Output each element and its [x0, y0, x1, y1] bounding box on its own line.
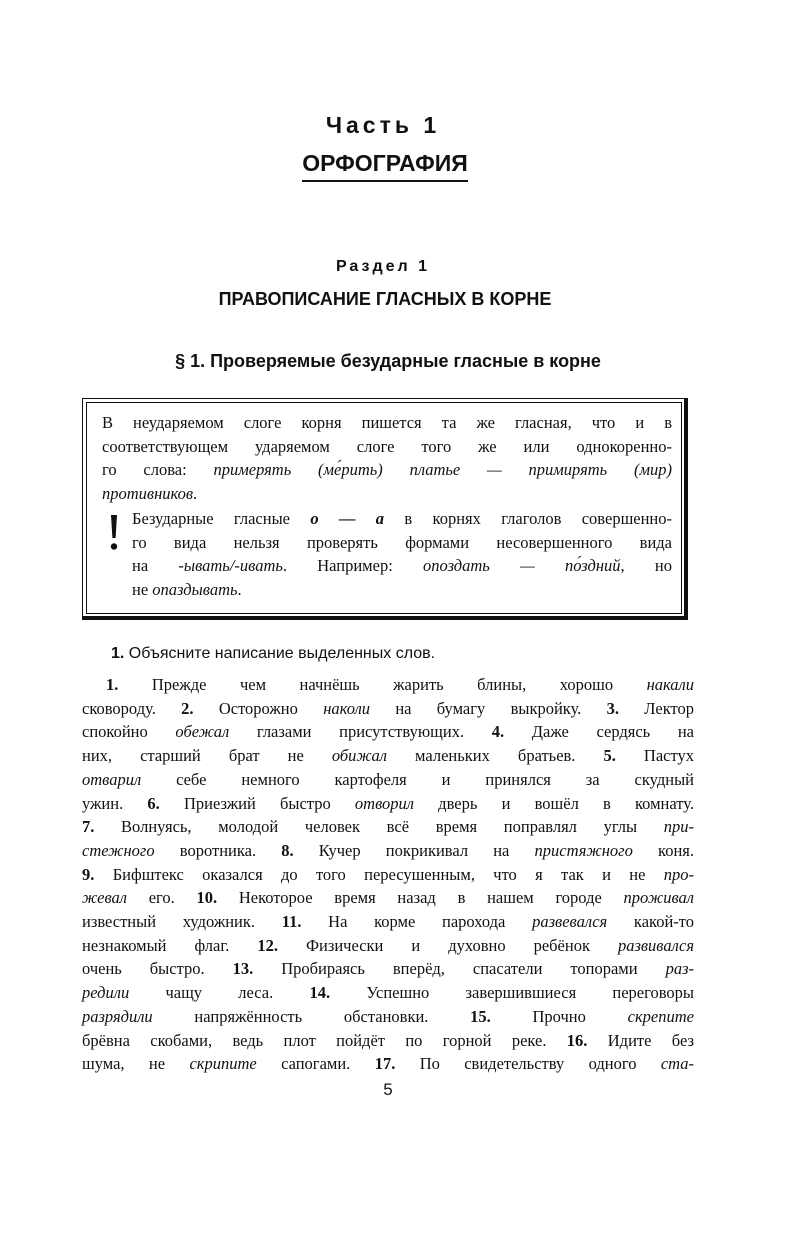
exercise-line: очень быстро. 13. Пробираясь вперёд, спасатели топорами раз- — [82, 959, 694, 979]
exercise-line: ужин. 6. Приезжий быстро отворил дверь и вошёл в комнату. — [82, 793, 694, 813]
exercise-line: отварил себе немного картофеля и принялся за скудный — [82, 769, 694, 789]
exercise-line: шума, не скрипите сапогами. 17. По свидетельству одного ста- — [82, 1054, 695, 1074]
section-title: ПРАВОПИСАНИЕ ГЛАСНЫХ В КОРНЕ — [218, 289, 552, 309]
rule-warning-text — [102, 507, 672, 601]
rule-line: соответствующем ударяемом слоге того же или однокоренно- — [102, 436, 672, 456]
rule-warning-line: го вида нельзя проверять формами несовершенного вида — [132, 532, 672, 552]
rule-warning-line: Безударные гласные о — а в корнях глаголов совершенно- — [132, 509, 673, 528]
exercise-line: незнакомый флаг. 12. Физически и духовно ребёнок развивался — [82, 935, 694, 955]
rule-line: противников. — [102, 483, 198, 503]
part-title-wrap — [0, 150, 770, 182]
task-number: 1. — [111, 645, 125, 662]
exercise-line: брёвна скобами, ведь плот пойдёт по горной реке. 16. Идите без — [82, 1030, 694, 1050]
rule-warning-line: на -ывать/-ивать. Например: опоздать — по́здний, но — [132, 556, 673, 575]
part-label: Часть 1 — [325, 112, 441, 138]
task-instruction — [111, 645, 435, 663]
exercise-line: жевал его. 10. Некоторое время назад в нашем городе проживал — [82, 888, 694, 908]
rule-text — [102, 411, 672, 505]
task-text: Объясните написание выделенных слов. — [124, 645, 436, 662]
paragraph-heading: § 1. Проверяемые безударные гласные в корне — [175, 351, 601, 371]
page-number: 5 — [383, 1080, 393, 1099]
rule-line: В неударяемом слоге корня пишется та же гласная, что и в — [102, 413, 672, 432]
exercise-line: 7. Волнуясь, молодой человек всё время поправлял углы при- — [82, 817, 694, 837]
rule-warning-line: не опаздывать. — [132, 579, 242, 599]
part-title: ОРФОГРАФИЯ — [302, 150, 468, 182]
exercise-text — [82, 673, 694, 1076]
rule-line: го слова: примерять (ме́рить) платье — примирять (мир) — [102, 460, 672, 479]
exercise-line: 9. Бифштекс оказался до того пересушенным, что я так и не про- — [82, 864, 694, 884]
exercise-line: 1. Прежде чем начнёшь жарить блины, хорошо накали — [106, 675, 694, 694]
exercise-line: редили чащу леса. 14. Успешно завершившиеся переговоры — [82, 983, 694, 1003]
exercise-line: них, старший брат не обижал маленьких братьев. 5. Пастух — [82, 746, 694, 766]
exercise-line: сковороду. 2. Осторожно наколи на бумагу выкройку. 3. Лектор — [82, 698, 694, 718]
exercise-line: разрядили напряжённость обстановки. 15. Прочно скрепите — [82, 1006, 694, 1026]
section-label: Раздел 1 — [335, 258, 431, 275]
exercise-line: известный художник. 11. На корме парохода развевался какой-то — [82, 912, 695, 932]
exercise-line: спокойно обежал глазами присутствующих. 4. Даже сердясь на — [82, 722, 695, 742]
exercise-line: стежного воротника. 8. Кучер покрикивал на пристяжного коня. — [82, 840, 694, 860]
